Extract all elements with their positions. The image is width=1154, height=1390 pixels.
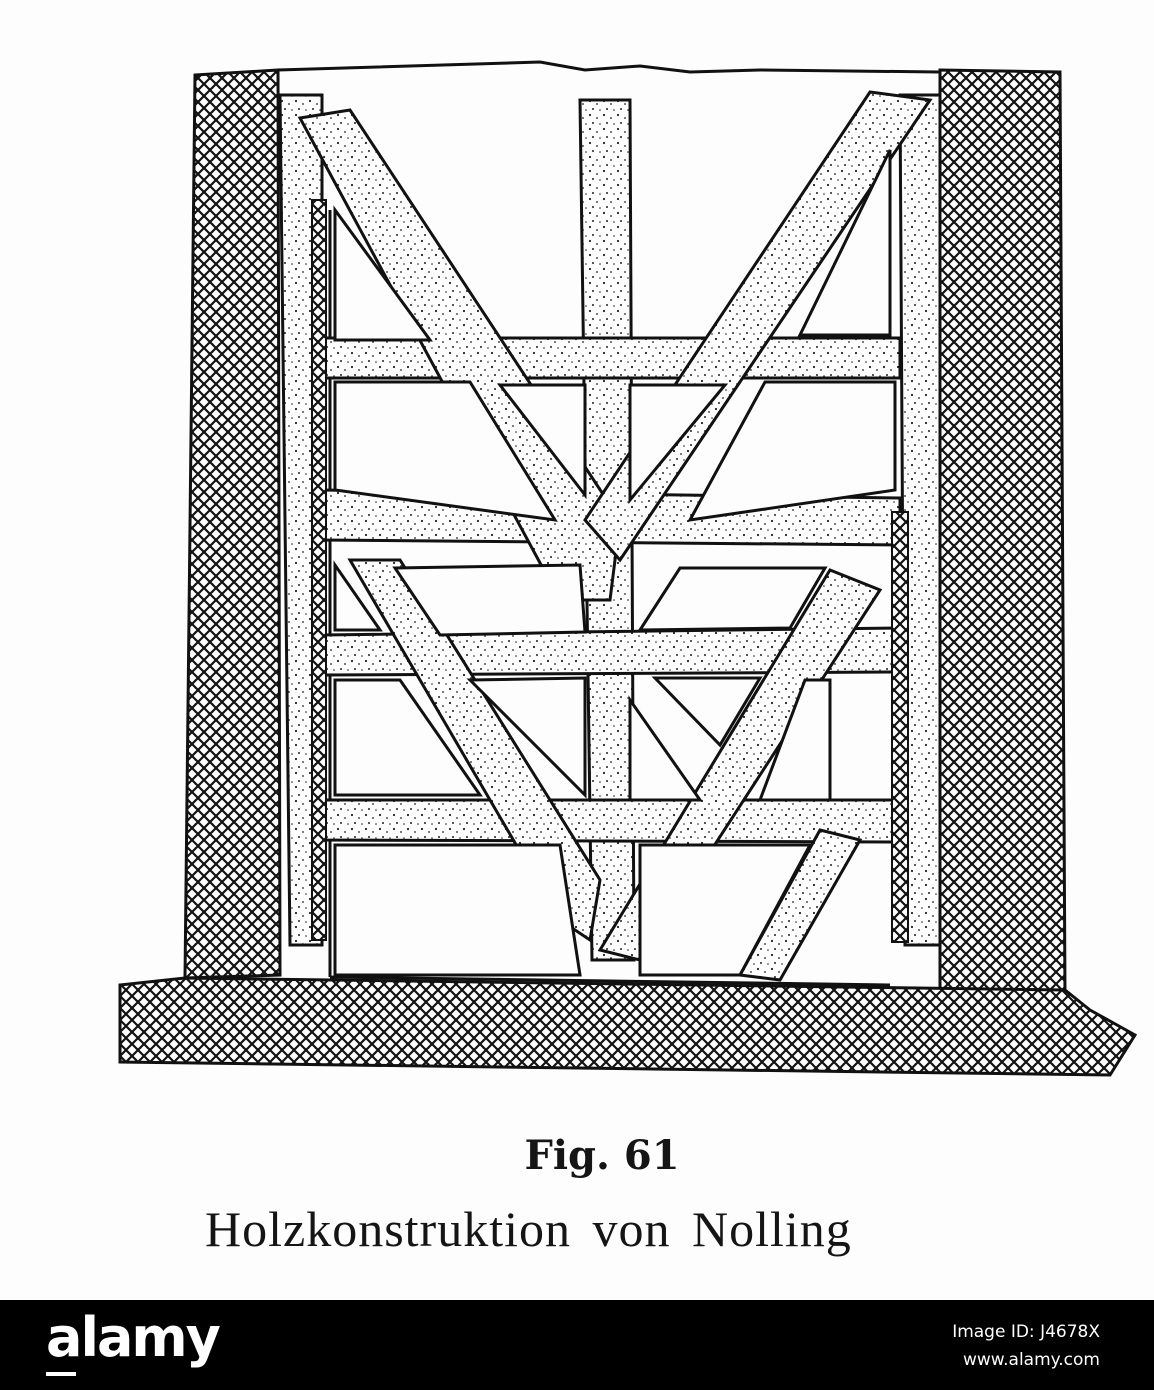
right-inlay [892, 512, 908, 942]
opening-h [640, 568, 825, 630]
ground [120, 978, 1135, 1075]
figure-number: Fig. 61 [524, 1132, 680, 1179]
broken-top-edge [278, 62, 940, 72]
figure-caption: Holzkonstruktion von Nolling [205, 1201, 852, 1257]
image-id-text: Image ID: J4678X [952, 1322, 1100, 1342]
alamy-logo: alamy [46, 1306, 219, 1369]
rail-1 [322, 338, 900, 378]
opening-o [335, 845, 580, 975]
site-url: www.alamy.com [962, 1350, 1100, 1370]
left-inlay [312, 200, 326, 940]
rail-4 [322, 800, 900, 842]
left-wall [185, 70, 280, 978]
logo-underline [46, 1372, 76, 1376]
right-wall [940, 70, 1065, 995]
